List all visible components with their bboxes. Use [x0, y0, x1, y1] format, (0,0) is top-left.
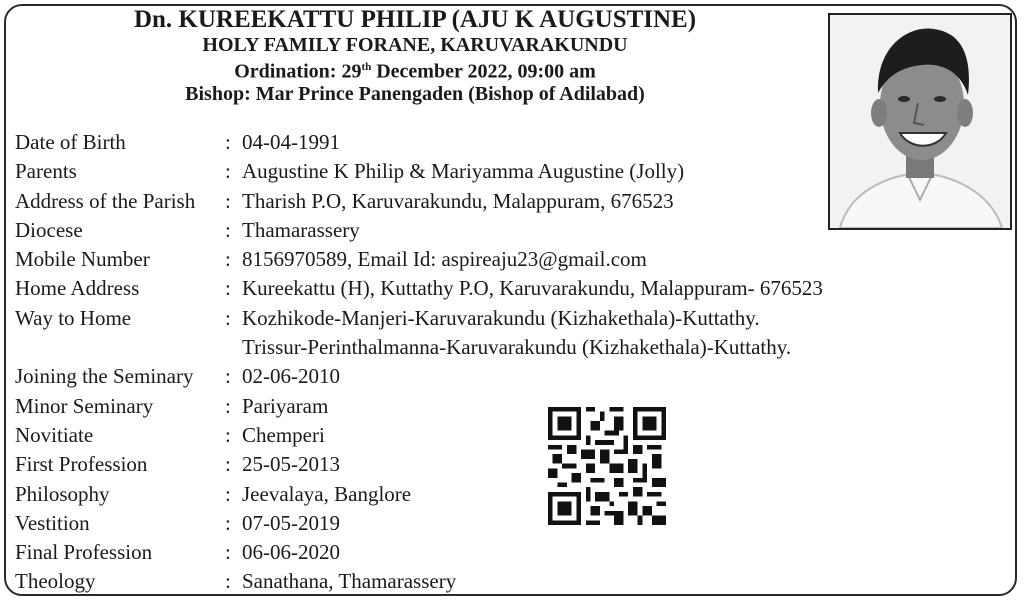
detail-value: Sanathana, Thamarassery [242, 569, 457, 594]
detail-label: Theology [15, 569, 96, 594]
portrait-illustration [830, 15, 1010, 228]
qr-code [548, 407, 666, 525]
detail-value: 02-06-2010 [242, 364, 340, 389]
detail-colon: : [225, 393, 231, 418]
header [0, 6, 830, 105]
ordination-line [0, 56, 830, 83]
detail-colon: : [225, 540, 231, 565]
detail-value: Trissur-Perinthalmanna-Karuvarakundu (Kizhakethala)-Kuttathy. [242, 335, 792, 360]
detail-label: Novitiate [15, 422, 94, 447]
detail-colon: : [225, 305, 231, 330]
portrait-photo [828, 13, 1012, 230]
detail-value: 25-05-2013 [242, 452, 340, 477]
detail-value: 8156970589, Email Id: aspireaju23@gmail.com [242, 247, 647, 272]
detail-colon: : [225, 452, 231, 477]
ordination-date: December 2022, 09:00 am [376, 60, 596, 83]
detail-value: Kozhikode-Manjeri-Karuvarakundu (Kizhakethala)-Kuttathy. [242, 305, 760, 330]
detail-label: Diocese [15, 217, 83, 242]
detail-value: Thamarassery [242, 217, 360, 242]
ordination-day: 29 [341, 60, 362, 83]
detail-colon: : [225, 247, 231, 272]
detail-colon: : [225, 422, 231, 447]
detail-label: Final Profession [15, 540, 153, 565]
ordination-label: Ordination: [234, 60, 337, 83]
detail-label: Joining the Seminary [15, 364, 194, 389]
detail-value: Augustine K Philip & Mariyamma Augustine (Jolly) [242, 159, 685, 184]
detail-value: 04-04-1991 [242, 130, 340, 154]
detail-label: Way to Home [15, 305, 132, 330]
detail-label: Philosophy [15, 481, 110, 506]
detail-colon: : [225, 569, 231, 594]
detail-colon: : [225, 159, 231, 184]
detail-label: Home Address [15, 276, 140, 301]
detail-value: Pariyaram [242, 393, 329, 418]
detail-colon: : [225, 510, 231, 535]
detail-value: Tharish P.O, Karuvarakundu, Malappuram, 676523 [242, 188, 674, 213]
detail-label: Address of the Parish [15, 188, 196, 213]
bishop-line: Bishop: Mar Prince Panengaden (Bishop of Adilabad) [185, 82, 645, 105]
detail-value: Chemperi [242, 422, 325, 447]
detail-label: First Profession [15, 452, 148, 477]
detail-colon: : [225, 130, 231, 154]
detail-value: 06-06-2020 [242, 540, 340, 565]
detail-label: Date of Birth [15, 130, 126, 154]
detail-colon: : [225, 481, 231, 506]
ordination-suffix: th [361, 61, 372, 73]
detail-colon: : [225, 276, 231, 301]
detail-label: Minor Seminary [15, 393, 154, 418]
detail-colon: : [225, 364, 231, 389]
parish-name: HOLY FAMILY FORANE, KARUVARAKUNDU [202, 34, 628, 56]
detail-colon: : [225, 217, 231, 242]
detail-value: Kureekattu (H), Kuttathy P.O, Karuvarakundu, Malappuram- 676523 [242, 276, 823, 301]
detail-colon: : [225, 188, 231, 213]
detail-label: Mobile Number [15, 247, 150, 272]
detail-label: Parents [15, 159, 77, 184]
qr-code-graphic [548, 407, 666, 525]
detail-value: Jeevalaya, Banglore [242, 481, 412, 506]
detail-label: Vestition [15, 510, 90, 535]
detail-value: 07-05-2019 [242, 510, 340, 535]
candidate-name: Dn. KUREEKATTU PHILIP (AJU K AUGUSTINE) [133, 6, 697, 33]
